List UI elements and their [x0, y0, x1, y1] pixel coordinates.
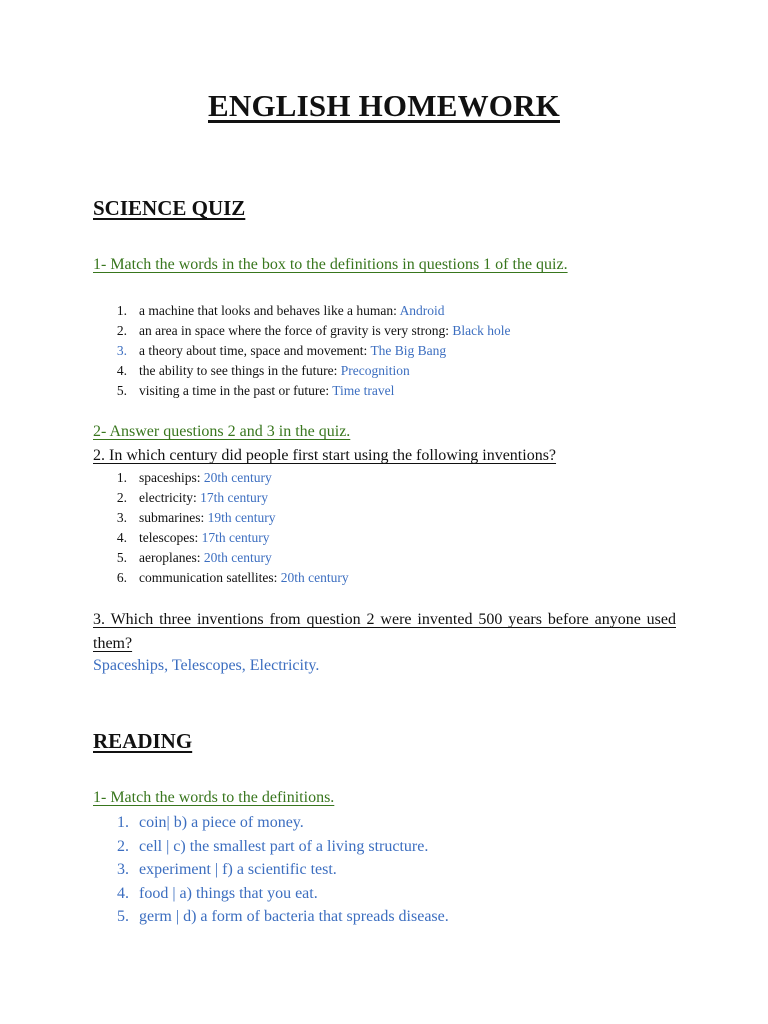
item-answer: 19th century	[207, 510, 276, 525]
item-answer: 17th century	[200, 490, 268, 505]
item-answer: Precognition	[337, 363, 410, 378]
item-number: 1.	[116, 470, 127, 485]
item-number: 6.	[116, 570, 127, 585]
item-answer: Android	[399, 303, 445, 318]
reading-list	[93, 811, 693, 929]
task2-question: 2. In which century did people first start using the following inventions?	[93, 447, 557, 464]
list-item	[93, 301, 693, 321]
item-match: food | a) things that you eat.	[139, 884, 318, 902]
task1-instruction: 1- Match the words in the box to the definitions in questions 1 of the quiz.	[93, 256, 568, 273]
item-number: 5.	[116, 550, 127, 565]
item-match: coin| b) a piece of money.	[139, 814, 304, 831]
list-item	[93, 528, 693, 548]
task2-list	[93, 468, 693, 588]
item-answer: Black hole	[452, 323, 511, 338]
task1-list	[93, 301, 693, 401]
item-answer: The Big Bang	[370, 343, 447, 358]
item-definition: visiting a time in the past or future:	[139, 383, 333, 398]
document-title: ENGLISH HOMEWORK	[208, 88, 560, 123]
science-quiz-heading: SCIENCE QUIZ	[93, 196, 246, 220]
reading-instruction: 1- Match the words to the definitions.	[93, 789, 335, 806]
item-invention: aeroplanes:	[139, 550, 204, 565]
item-invention: spaceships:	[139, 470, 204, 485]
item-answer: 17th century	[201, 530, 270, 545]
item-answer: 20th century	[203, 550, 272, 565]
item-number: 4.	[116, 530, 127, 545]
list-item	[93, 341, 693, 361]
task2-instruction: 2- Answer questions 2 and 3 in the quiz.	[93, 423, 351, 440]
item-invention: communication satellites:	[139, 570, 281, 585]
reading-heading: READING	[93, 729, 193, 753]
item-answer: 20th century	[203, 470, 272, 485]
item-number: 2.	[117, 837, 129, 855]
list-item	[93, 905, 693, 929]
list-item	[93, 835, 693, 859]
item-match: germ | d) a form of bacteria that spreads disease.	[139, 908, 449, 925]
list-item	[93, 568, 693, 588]
item-match: experiment | f) a scientific test.	[139, 861, 337, 878]
list-item	[93, 508, 693, 528]
item-number: 4.	[117, 884, 129, 902]
list-item	[93, 488, 693, 508]
item-number: 3.	[116, 510, 127, 525]
list-item	[93, 811, 693, 835]
item-definition: the ability to see things in the future:	[139, 363, 338, 378]
list-item	[93, 882, 693, 906]
item-number: 5.	[117, 908, 129, 925]
list-item	[93, 321, 693, 341]
item-number: 1.	[116, 303, 127, 318]
item-invention: electricity:	[139, 490, 201, 505]
list-item	[93, 858, 693, 882]
task3-question: 3. Which three inventions from question 2 were invented 500 years before anyone used them?	[93, 611, 676, 652]
item-definition: a machine that looks and behaves like a human:	[139, 303, 400, 318]
item-answer: Time travel	[332, 383, 395, 398]
list-item	[93, 468, 693, 488]
item-invention: submarines:	[139, 510, 208, 525]
item-number: 2.	[116, 323, 127, 338]
item-number: 3.	[116, 343, 127, 358]
item-definition: an area in space where the force of gravity is very strong:	[139, 323, 453, 338]
item-number: 4.	[116, 363, 127, 378]
item-number: 2.	[116, 490, 127, 505]
item-number: 1.	[117, 814, 129, 831]
item-number: 5.	[116, 383, 127, 398]
item-invention: telescopes:	[139, 530, 202, 545]
item-answer: 20th century	[280, 570, 349, 585]
item-match: cell | c) the smallest part of a living structure.	[139, 837, 429, 855]
list-item	[93, 381, 693, 401]
item-number: 3.	[117, 861, 129, 878]
list-item	[93, 361, 693, 381]
list-item	[93, 548, 693, 568]
item-definition: a theory about time, space and movement:	[139, 343, 371, 358]
task3-answer: Spaceships, Telescopes, Electricity.	[93, 657, 320, 674]
